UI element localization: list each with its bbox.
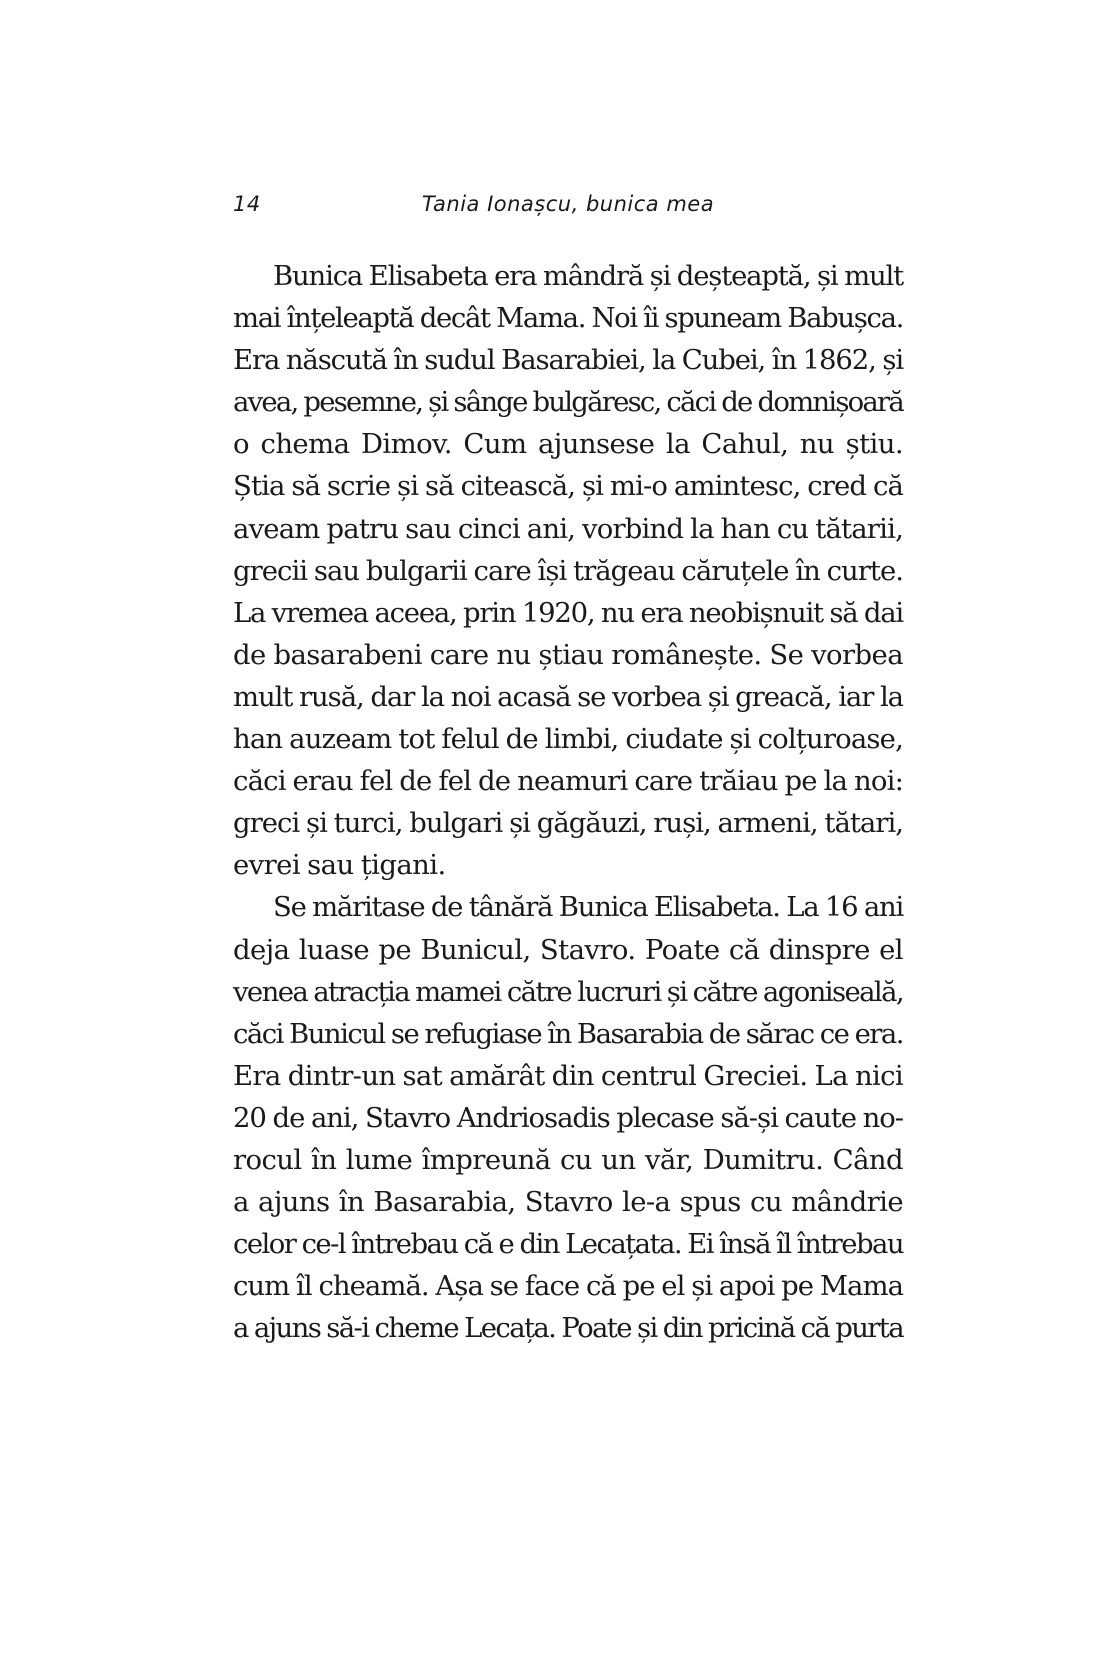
text-line: La vremea aceea, prin 1920, nu era neobișnuit să dai bbox=[233, 596, 903, 629]
page-number: 14 bbox=[233, 192, 261, 216]
text-line: Era dintr-un sat amărât din centrul Greciei. La nici bbox=[233, 1059, 903, 1092]
text-line: celor ce-l întrebau că e din Lecațata. Ei însă îl întrebau bbox=[233, 1228, 903, 1261]
text-line: mai înțeleaptă decât Mama. Noi îi spuneam Babușca. bbox=[233, 302, 903, 335]
text-line: avea, pesemne, și sânge bulgăresc, căci de domnișoară bbox=[233, 386, 903, 419]
body-text bbox=[233, 255, 903, 1349]
text-line: Știa să scrie și să citească, și mi-o amintesc, cred că bbox=[233, 470, 903, 503]
text-line: căci erau fel de fel de neamuri care trăiau pe la noi: bbox=[233, 765, 903, 798]
text-line: evrei sau țigani. bbox=[233, 849, 446, 882]
text-line: mult rusă, dar la noi acasă se vorbea și greacă, iar la bbox=[233, 680, 903, 713]
text-line: rocul în lume împreună cu un văr, Dumitru. Când bbox=[233, 1143, 903, 1176]
text-line: a ajuns să-i cheme Lecața. Poate și din pricină că purta bbox=[233, 1312, 903, 1345]
text-line: greci și turci, bulgari și găgăuzi, ruși, armeni, tătari, bbox=[233, 807, 903, 840]
text-line: cum îl cheamă. Așa se face că pe el și apoi pe Mama bbox=[233, 1270, 903, 1303]
text-line: aveam patru sau cinci ani, vorbind la han cu tătarii, bbox=[233, 512, 903, 545]
text-line: a ajuns în Basarabia, Stavro le-a spus cu mândrie bbox=[233, 1186, 903, 1219]
text-line: o chema Dimov. Cum ajunsese la Cahul, nu știu. bbox=[233, 428, 903, 461]
text-line: Era născută în sudul Basarabiei, la Cubei, în 1862, și bbox=[233, 344, 903, 377]
text-line: grecii sau bulgarii care își trăgeau căruțele în curte. bbox=[233, 554, 903, 587]
text-line: 20 de ani, Stavro Andriosadis plecase să-și caute no- bbox=[233, 1101, 903, 1134]
text-line: Se măritase de tânără Bunica Elisabeta. La 16 ani bbox=[273, 891, 903, 924]
text-line: Bunica Elisabeta era mândră și deșteaptă, și mult bbox=[273, 260, 903, 292]
running-head bbox=[233, 192, 903, 222]
text-line: de basarabeni care nu știau românește. Se vorbea bbox=[233, 638, 903, 671]
running-title: Tania Ionașcu, bunica mea bbox=[421, 192, 715, 216]
text-line: căci Bunicul se refugiase în Basarabia de sărac ce era. bbox=[233, 1017, 903, 1050]
text-line: venea atracția mamei către lucruri și către agoniseală, bbox=[233, 975, 903, 1008]
text-line: deja luase pe Bunicul, Stavro. Poate că dinspre el bbox=[233, 933, 903, 966]
text-line: han auzeam tot felul de limbi, ciudate și colțuroase, bbox=[233, 723, 903, 756]
